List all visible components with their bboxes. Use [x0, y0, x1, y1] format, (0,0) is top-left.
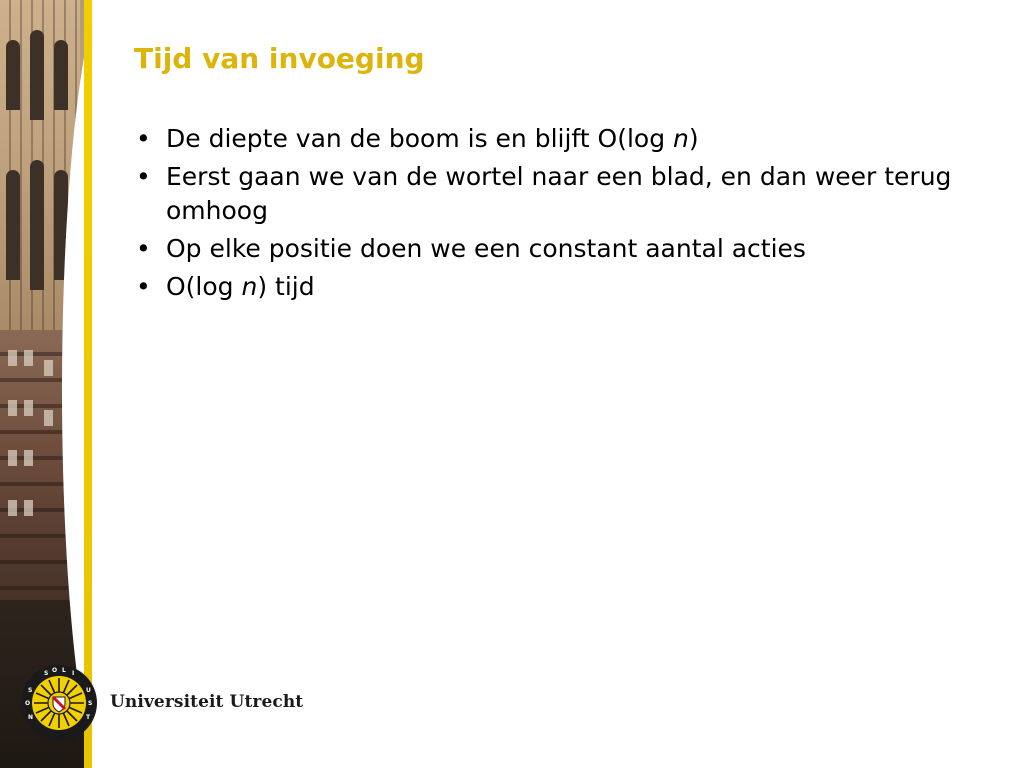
bullet-item — [134, 270, 994, 304]
house-window — [24, 400, 33, 416]
university-seal-logo — [20, 664, 98, 742]
house-window — [44, 360, 53, 376]
tower-window — [30, 160, 44, 290]
svg-text:L: L — [62, 667, 66, 674]
house-window — [8, 450, 17, 466]
house-window — [24, 500, 33, 516]
bullet-text: De diepte van de boom is en blijft O(log — [166, 124, 674, 153]
bullet-dot-icon: • — [136, 124, 151, 153]
bullet-dot-icon: • — [136, 272, 151, 301]
tower-window — [6, 170, 20, 280]
yellow-accent-band — [84, 0, 92, 768]
house-window — [8, 500, 17, 516]
svg-text:S: S — [44, 670, 49, 677]
bullet-text: Op elke positie doen we een constant aantal acties — [166, 234, 806, 263]
bullet-text-after: ) tijd — [257, 272, 315, 301]
svg-text:S: S — [88, 700, 93, 707]
house-window — [44, 410, 53, 426]
bullet-list — [134, 122, 994, 308]
house-window — [8, 400, 17, 416]
svg-text:N: N — [28, 714, 34, 721]
slide-title: Tijd van invoeging — [134, 42, 425, 75]
bullet-text: O(log — [166, 272, 242, 301]
svg-text:O: O — [25, 700, 31, 707]
bullet-italic-variable: n — [241, 272, 258, 301]
house-window — [8, 350, 17, 366]
university-name: Universiteit Utrecht — [110, 692, 304, 712]
bullet-italic-variable: n — [673, 124, 689, 153]
tower-window — [54, 40, 68, 110]
bullet-dot-icon: • — [136, 162, 151, 191]
bullet-dot-icon: • — [136, 234, 151, 263]
svg-text:U: U — [86, 687, 91, 694]
bullet-item — [134, 122, 994, 156]
svg-text:I: I — [72, 670, 75, 677]
house-window — [24, 450, 33, 466]
svg-text:S: S — [28, 687, 33, 694]
house-window — [24, 350, 33, 366]
bullet-text: Eerst gaan we van de wortel naar een blad, en dan weer terug omhoog — [166, 162, 952, 225]
bullet-item — [134, 160, 994, 228]
svg-text:T: T — [86, 714, 91, 721]
svg-text:O: O — [52, 667, 58, 674]
tower-window — [6, 40, 20, 110]
bullet-item — [134, 232, 994, 266]
tower-window — [30, 30, 44, 120]
bullet-text-after: ) — [688, 124, 699, 153]
